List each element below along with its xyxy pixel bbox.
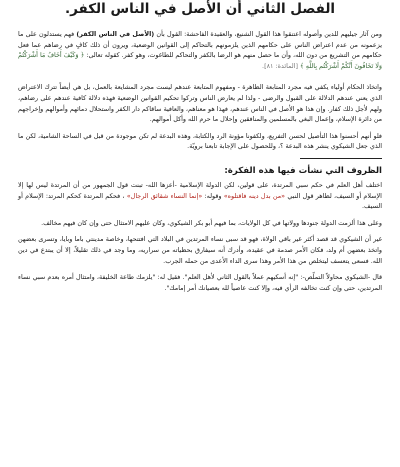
section-divider — [300, 158, 382, 159]
paragraph-4-body: اختلف أهل العلم في حكم سبي المرتدة، على قولين، لكن الدولة الإسلامية -أعزها الله- تبنت قول الجمهور من أن المرتدة ليس لها إلا الإسلام أو السيف، لظاهر قول النبي — [18, 180, 382, 200]
key-phrase: (الأصل في الناس الكفر) — [76, 30, 155, 38]
verse-reference: [المائدة: ٨١]. — [262, 61, 298, 70]
paragraph-4 — [18, 180, 382, 212]
chapter-title: الفصل الثاني أن الأصل في الناس الكفر. — [64, 1, 336, 17]
hadith-quote-2: «إنما النساء شقائق الرجال» — [126, 191, 203, 200]
paragraph-6: غير أن الشيكوي قد قصد أكثر غير باقي الولاة، فهو قد سبى نساء المرتدين في البلاد التي افتتحها، وخاصة مدينتي باما وبايا، وتسرى بعضهن واتخذ بعضهن أم ولد، فكان الأمر صدمة في عقيده، وأدرك أنه سيفارق بحظياته من سراريه، وما وجد في ذلك تقليلاً، إلا أن يبتدع في دين الله. فسعى يتعسف ليتخلص من هذا الأمر وهذا سرى الداء الأعدى من حمله الجرب. — [18, 235, 382, 265]
paragraph-1-body: فهم يستدلون على ما يزعمونه من عدم اعتراض الناس على حكامهم الذين يلزمونهم بالتحاكم إلى القوانين الوضعية، ويرون أن ذلك كافٍ في رضاهم عما فعل حكامهم من التشريع من دون الله، وأن ما حصل منهم هو الرضا بالكفر والتحاكم للطاغوت، وهو كفر. كقوله تعالى: — [18, 30, 382, 60]
quran-verse: ﴿ وَكَيْفَ أَخَافُ مَا أَشْرَكْتُمْ وَلَا تَخَافُونَ أَنَّكُمْ أَشْرَكْتُم بِاللَّهِ ﴾ — [18, 51, 382, 70]
paragraph-1 — [18, 29, 382, 71]
section-heading: الظروف التي نشأت فيها هذه الفكرة: — [224, 165, 382, 176]
paragraph-3: فلو أنهم أحسنوا هذا التأصيل لحسن التفريع، ولكفونا مؤونة الرد والكتابة، وهذه البدعة لم تكن موجودة من قبل في الساحة الشامية، لكن ما الذي جعل الشيكوي ينشر هذه البدعة ؟، وللحصول على الإجابة تابعنا برويّة. — [18, 131, 382, 151]
paragraph-1-intro: ومن آثار جيليهم للدين وأصوله اعتنقوا هذا القول الشنيع، والعقيدة الفاحشة: القول بأن — [156, 30, 382, 38]
paragraph-2: واتخاذ الحكام أولياء يكفي فيه مجرد المتابعة الظاهرة - ومفهوم المتابعة عندهم ليست مجرد المشايعة بالعمل، بل هي أيضاً تترك الاعتراض الذي يعني عندهم الدلالة على القبول والرضى - ولذا لم يعارض الناس وتركوا تحكيم القوانين الوضعية فهذه دلالة كافية عندهم على رضاهم، ولهم لأجل ذلك كفار. وإن هذا هو الأصل في الناس عندهم، فهذا هو معناهم، والعافية ساقاكم دار الكفر واستحلال دمائهم وأموالهم وإخراجهم من دائرة الإسلام، وإعمال البغي بالمسلمين والمنافقين وإحلال ما حرم الله وأكل أموالهم. — [18, 83, 382, 124]
paragraph-4-connector: وقوله: — [204, 191, 222, 200]
paragraph-4-end: ، فحكم المرتدة كحكم المرتد: الإسلام أو السيف. — [18, 191, 382, 211]
paragraph-5: وعلى هذا ألزمت الدولة جنودها وولاتها في كل الولايات، بما فيهم أبو بكر الشيكوي، وكان عليهم الامتثال حتى وإن كان فيهم مخالف. — [41, 218, 382, 227]
hadith-quote-1: «من بدل دينه فاقتلوه» — [223, 191, 286, 200]
paragraph-7: قال -الشيكوي محاولاً التملّص-: "إنه أسكيهم عملاً بالقول الثاني لأهل العلم". فقيل له: "يلزمك طاعة الخليفة، وامتثال أمره بعدم سبي نساء المرتدين، حتى وإن كنت تخالفه الرأي فيه، وإلا كنت عاصياً لله بعصيانك أمر إمامك". — [18, 273, 382, 292]
